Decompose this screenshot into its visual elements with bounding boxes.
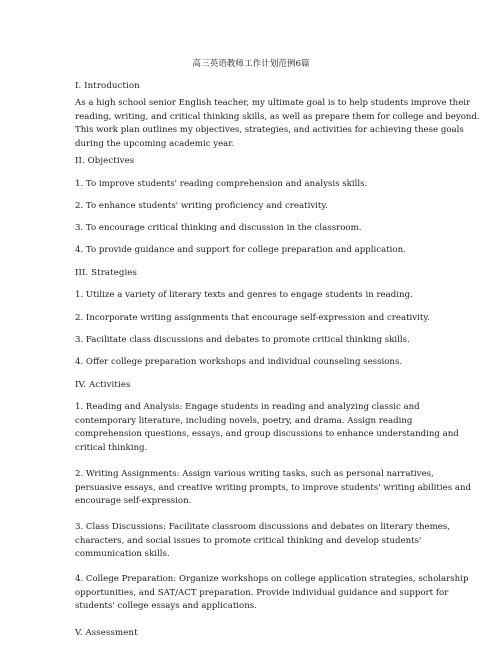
objective-item: 1. To improve students' reading comprehension and analysis skills. xyxy=(75,179,368,189)
activity-line: critical thinking. xyxy=(75,442,148,453)
strategy-item: 2. Incorporate writing assignments that encourage self-expression and creativity. xyxy=(75,313,430,323)
activity-item xyxy=(75,521,450,562)
assessment-heading: V. Assessment xyxy=(75,628,138,638)
activity-line: opportunities, and SAT/ACT preparation. Provide individual guidance and support for xyxy=(75,587,449,598)
strategy-item: 1. Utilize a variety of literary texts and genres to engage students in reading. xyxy=(75,290,413,300)
activity-line: 3. Class Discussions: Facilitate classroom discussions and debates on literary themes, xyxy=(75,522,450,532)
objectives-heading: II. Objectives xyxy=(75,156,135,166)
intro-line: during the upcoming academic year. xyxy=(75,138,235,149)
activity-item xyxy=(75,573,469,614)
activity-item xyxy=(75,401,459,455)
strategy-item: 4. Offer college preparation workshops and individual counseling sessions. xyxy=(75,357,403,367)
activity-line: encourage self-expression. xyxy=(75,496,192,507)
activities-heading: IV. Activities xyxy=(75,380,131,390)
intro-heading: I. Introduction xyxy=(75,81,140,91)
objective-item: 4. To provide guidance and support for college preparation and application. xyxy=(75,245,406,255)
activity-line: 4. College Preparation: Organize workshops on college application strategies, scholarship xyxy=(75,574,469,584)
activity-line: 2. Writing Assignments: Assign various writing tasks, such as personal narratives, xyxy=(75,469,434,479)
intro-paragraph xyxy=(75,97,480,151)
activity-line: comprehension questions, essays, and group discussions to enhance understanding and xyxy=(75,429,459,440)
objective-item: 3. To encourage critical thinking and discussion in the classroom. xyxy=(75,223,362,233)
activity-line: 1. Reading and Analysis: Engage students in reading and analyzing classic and xyxy=(75,402,420,412)
objective-item: 2. To enhance students' writing proficiency and creativity. xyxy=(75,201,328,211)
activity-line: communication skills. xyxy=(75,549,170,560)
intro-line: reading, writing, and critical thinking skills, as well as prepare them for college and beyond. xyxy=(75,111,480,122)
activity-line: persuasive essays, and creative writing prompts, to improve students' writing abilities and xyxy=(75,482,472,493)
intro-line: This work plan outlines my objectives, strategies, and activities for achieving these goals xyxy=(75,125,464,136)
strategy-item: 3. Facilitate class discussions and debates to promote critical thinking skills. xyxy=(75,335,410,345)
activity-line: contemporary literature, including novels, poetry, and drama. Assign reading xyxy=(75,415,413,426)
intro-line: As a high school senior English teacher, my ultimate goal is to help students improve their xyxy=(75,98,471,108)
strategies-heading: III. Strategies xyxy=(75,268,138,278)
document-title: 高三英语教师工作计划范例6篇 xyxy=(192,59,310,69)
activity-line: students' college essays and applications. xyxy=(75,601,257,612)
activity-line: characters, and social issues to promote critical thinking and develop students' xyxy=(75,535,422,546)
activity-item xyxy=(75,468,472,509)
